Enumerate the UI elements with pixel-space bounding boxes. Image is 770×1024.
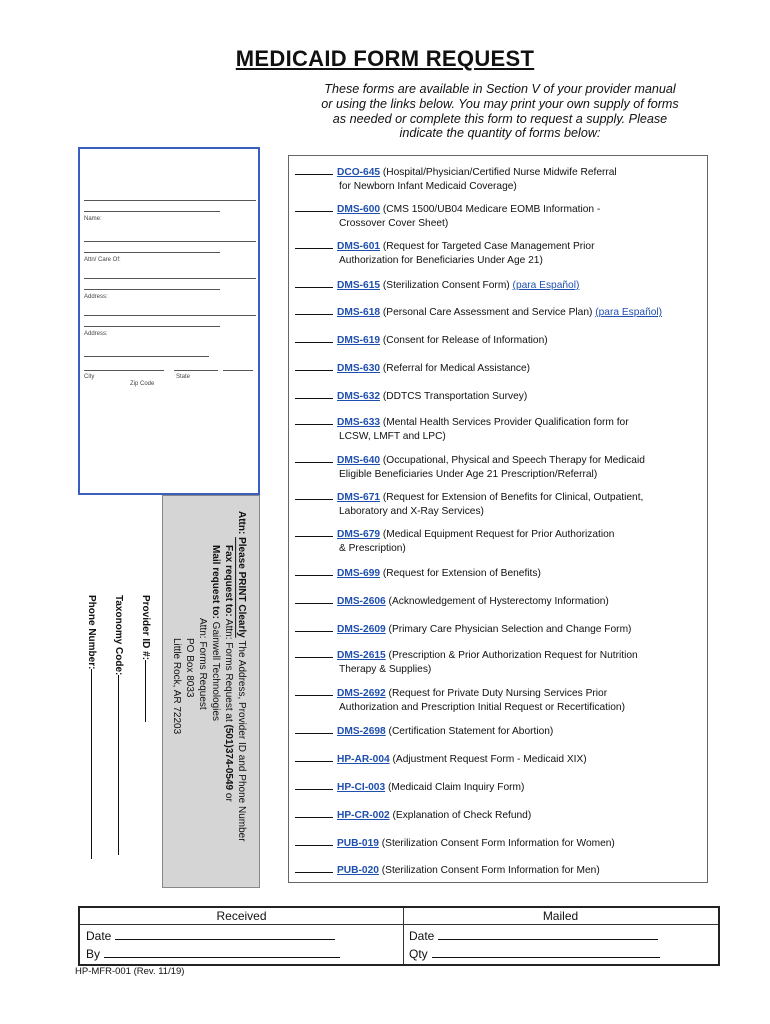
- quantity-blank[interactable]: [295, 621, 333, 632]
- form-item: [295, 779, 700, 795]
- form-link[interactable]: HP-CI-003: [337, 782, 386, 793]
- quantity-blank[interactable]: [295, 807, 333, 818]
- quantity-blank[interactable]: [295, 862, 333, 873]
- zip-line[interactable]: [223, 370, 253, 371]
- form-item: [295, 647, 700, 676]
- received-header: Received: [80, 908, 404, 925]
- mail-addr1: Attn: Forms Request: [197, 618, 208, 710]
- form-link[interactable]: DMS-699: [337, 568, 381, 579]
- quantity-blank[interactable]: [295, 593, 333, 604]
- form-item: [295, 807, 700, 823]
- fax-label: Fax request to:: [223, 545, 234, 617]
- mailed-date-field[interactable]: [409, 928, 658, 943]
- form-description-continued: Eligible Beneficiaries Under Age 21 Prescription/Referral): [339, 468, 598, 480]
- form-description: (Sterilization Consent Form Information for Men): [381, 865, 600, 876]
- city-line[interactable]: [84, 356, 209, 357]
- form-link[interactable]: PUB-019: [337, 838, 379, 849]
- quantity-blank[interactable]: [295, 779, 333, 790]
- attn-line-2[interactable]: [84, 252, 220, 253]
- form-item: [295, 751, 700, 767]
- mailed-date-line[interactable]: [438, 928, 658, 940]
- form-description-continued: Authorization for Beneficiaries Under Age 21): [339, 254, 543, 266]
- form-item: [295, 201, 700, 230]
- quantity-blank[interactable]: [295, 835, 333, 846]
- form-description: (Medical Equipment Request for Prior Authorization: [382, 529, 615, 540]
- received-date-field[interactable]: [86, 928, 335, 943]
- received-date-line[interactable]: [115, 928, 335, 940]
- mail-label: Mail request to:: [210, 545, 221, 619]
- intro-text: [290, 82, 710, 141]
- quantity-blank[interactable]: [295, 332, 333, 343]
- form-description-continued: for Newborn Infant Medicaid Coverage): [339, 180, 517, 192]
- attn-line[interactable]: [84, 241, 256, 242]
- taxonomy-field[interactable]: [113, 595, 123, 855]
- form-item: [295, 332, 700, 348]
- mail-addr3: Little Rock, AR 72203: [171, 638, 182, 735]
- form-link[interactable]: DCO-645: [337, 167, 381, 178]
- phone-field[interactable]: [86, 595, 96, 859]
- quantity-blank[interactable]: [295, 277, 333, 288]
- city-label: City: [84, 374, 95, 380]
- attn-label: Attn:: [236, 511, 247, 535]
- form-link[interactable]: DMS-2692: [337, 688, 386, 699]
- form-description-continued: LCSW, LMFT and LPC): [339, 430, 446, 442]
- address-label: Address:: [84, 294, 108, 300]
- quantity-blank[interactable]: [295, 304, 333, 315]
- fax-number: (501)374-0549: [223, 724, 234, 791]
- form-list: [288, 155, 708, 883]
- quantity-blank[interactable]: [295, 164, 333, 175]
- mailed-date-label: Date: [409, 929, 435, 943]
- by-label: By: [86, 947, 101, 961]
- form-item: [295, 835, 700, 851]
- form-description: (Primary Care Physician Selection and Change Form): [388, 624, 632, 635]
- form-description: (Request for Extension of Benefits for Clinical, Outpatient,: [382, 492, 644, 503]
- state-line[interactable]: [174, 370, 218, 371]
- rotated-info-block: [78, 495, 260, 888]
- address-line-2[interactable]: [84, 289, 220, 290]
- form-link[interactable]: DMS-2698: [337, 726, 386, 737]
- form-link[interactable]: DMS-2606: [337, 596, 386, 607]
- mail-line-text: [210, 545, 220, 721]
- form-description: (Sterilization Consent Form Information for Women): [381, 838, 615, 849]
- form-item: [295, 414, 700, 443]
- mailed-qty-field[interactable]: [409, 946, 660, 961]
- form-description: (Sterilization Consent Form): [382, 280, 510, 291]
- spanish-link[interactable]: (para Español): [595, 307, 663, 318]
- form-link[interactable]: HP-AR-004: [337, 754, 390, 765]
- quantity-blank[interactable]: [295, 751, 333, 762]
- intro-line: or using the links below. You may print your own supply of forms: [321, 96, 679, 111]
- mailed-qty-line[interactable]: [432, 946, 660, 958]
- form-revision-footer: HP-MFR-001 (Rev. 11/19): [75, 966, 185, 977]
- fax-text: Attn: Forms Request at: [223, 616, 234, 725]
- state-label: State: [176, 374, 191, 380]
- form-item: [295, 164, 700, 193]
- quantity-blank[interactable]: [295, 360, 333, 371]
- phone-line[interactable]: [91, 669, 92, 859]
- zip-label: Zip Code: [130, 381, 155, 387]
- city-line-2[interactable]: [84, 370, 164, 371]
- form-item: [295, 685, 700, 714]
- fax-or: or: [223, 790, 234, 802]
- attn-line-text: [236, 511, 246, 842]
- form-description: (Adjustment Request Form - Medicaid XIX): [392, 754, 587, 765]
- attn-rest-text: The Address, Provider ID and Phone Number: [236, 637, 247, 842]
- form-item: [295, 593, 700, 609]
- quantity-blank[interactable]: [295, 201, 333, 212]
- form-link[interactable]: DMS-671: [337, 492, 381, 503]
- mail-addr2: PO Box 8033: [184, 638, 195, 698]
- quantity-blank[interactable]: [295, 723, 333, 734]
- form-description: (Referral for Medical Assistance): [382, 363, 531, 374]
- taxonomy-line[interactable]: [118, 675, 119, 855]
- address2-label: Address:: [84, 331, 108, 337]
- address-box: [78, 147, 260, 495]
- form-link[interactable]: DMS-633: [337, 417, 381, 428]
- quantity-blank[interactable]: [295, 388, 333, 399]
- form-link[interactable]: DMS-601: [337, 241, 381, 252]
- intro-line: as needed or complete this form to request a supply. Please: [332, 111, 668, 126]
- address2-line-2[interactable]: [84, 326, 220, 327]
- provider-id-field[interactable]: [140, 595, 150, 722]
- form-item: [295, 304, 700, 320]
- form-item: [295, 360, 700, 376]
- form-item: [295, 452, 700, 481]
- form-link[interactable]: HP-CR-002: [337, 810, 390, 821]
- form-description: (Occupational, Physical and Speech Therapy for Medicaid: [382, 455, 645, 466]
- qty-label: Qty: [409, 947, 428, 961]
- form-description: (Mental Health Services Provider Qualification form for: [382, 417, 629, 428]
- taxonomy-label: Taxonomy Code:: [113, 595, 124, 676]
- address2-line[interactable]: [84, 315, 256, 316]
- form-description: (Explanation of Check Refund): [392, 810, 532, 821]
- quantity-blank[interactable]: [295, 452, 333, 463]
- form-link[interactable]: DMS-2615: [337, 650, 386, 661]
- print-clearly-text: Please PRINT Clearly: [236, 537, 247, 638]
- form-link[interactable]: DMS-632: [337, 391, 381, 402]
- form-description: (DDTCS Transportation Survey): [382, 391, 528, 402]
- form-item: [295, 621, 700, 637]
- intro-line: indicate the quantity of forms below:: [399, 126, 601, 141]
- form-link[interactable]: DMS-2609: [337, 624, 386, 635]
- form-description: (CMS 1500/UB04 Medicare EOMB Information -: [382, 204, 601, 215]
- form-item: [295, 238, 700, 267]
- intro-line: These forms are available in Section V of your provider manual: [324, 82, 676, 96]
- fax-line-text: [223, 545, 233, 802]
- form-link[interactable]: DMS-679: [337, 529, 381, 540]
- form-item: [295, 565, 700, 581]
- quantity-blank[interactable]: [295, 565, 333, 576]
- phone-label: Phone Number:: [86, 595, 97, 670]
- form-description: (Medicaid Claim Inquiry Form): [387, 782, 525, 793]
- form-link[interactable]: DMS-615: [337, 280, 381, 291]
- quantity-blank[interactable]: [295, 685, 333, 696]
- form-description: (Hospital/Physician/Certified Nurse Midwife Referral: [382, 167, 617, 178]
- quantity-blank[interactable]: [295, 238, 333, 249]
- form-description: (Certification Statement for Abortion): [388, 726, 554, 737]
- form-item: [295, 388, 700, 404]
- form-description: (Prescription & Prior Authorization Request for Nutrition: [388, 650, 638, 661]
- form-item: [295, 277, 700, 293]
- form-description-continued: Authorization and Prescription Initial Request or Recertification): [339, 701, 625, 713]
- form-item: [295, 723, 700, 739]
- address-line[interactable]: [84, 278, 256, 279]
- provider-id-line[interactable]: [145, 660, 146, 722]
- form-link[interactable]: DMS-619: [337, 335, 381, 346]
- form-title: MEDICAID FORM REQUEST: [235, 46, 535, 71]
- quantity-blank[interactable]: [295, 414, 333, 425]
- form-description-continued: & Prescription): [339, 542, 406, 554]
- form-description: (Request for Extension of Benefits): [382, 568, 541, 579]
- form-link[interactable]: DMS-600: [337, 204, 381, 215]
- form-description-continued: Crossover Cover Sheet): [339, 217, 449, 229]
- attn-label: Attn/ Care Of:: [84, 257, 121, 263]
- form-link[interactable]: DMS-618: [337, 307, 381, 318]
- form-description-continued: Laboratory and X-Ray Services): [339, 505, 484, 517]
- received-by-field[interactable]: [86, 946, 340, 961]
- form-description: (Personal Care Assessment and Service Plan): [382, 307, 593, 318]
- form-description: (Request for Private Duty Nursing Services Prior: [388, 688, 608, 699]
- spanish-link[interactable]: (para Español): [512, 280, 580, 291]
- quantity-blank[interactable]: [295, 489, 333, 500]
- name-label: Name:: [84, 216, 102, 222]
- form-description-continued: Therapy & Supplies): [339, 663, 432, 675]
- form-description: (Acknowledgement of Hysterectomy Information): [388, 596, 609, 607]
- form-description: (Request for Targeted Case Management Prior: [382, 241, 595, 252]
- form-description: (Consent for Release of Information): [382, 335, 548, 346]
- table-divider: [403, 908, 404, 964]
- form-item: [295, 489, 700, 518]
- mail-company: Gainwell Technologies: [210, 618, 221, 722]
- mailed-header: Mailed: [403, 908, 718, 925]
- form-item: [295, 526, 700, 555]
- form-link[interactable]: DMS-640: [337, 455, 381, 466]
- form-link[interactable]: DMS-630: [337, 363, 381, 374]
- quantity-blank[interactable]: [295, 526, 333, 537]
- date-label: Date: [86, 929, 112, 943]
- form-link[interactable]: PUB-020: [337, 865, 379, 876]
- name-line-2[interactable]: [84, 211, 220, 212]
- received-by-line[interactable]: [104, 946, 340, 958]
- provider-id-label: Provider ID #:: [140, 595, 151, 661]
- quantity-blank[interactable]: [295, 647, 333, 658]
- form-item: [295, 862, 700, 878]
- name-line[interactable]: [84, 200, 256, 201]
- office-use-table: [78, 906, 720, 966]
